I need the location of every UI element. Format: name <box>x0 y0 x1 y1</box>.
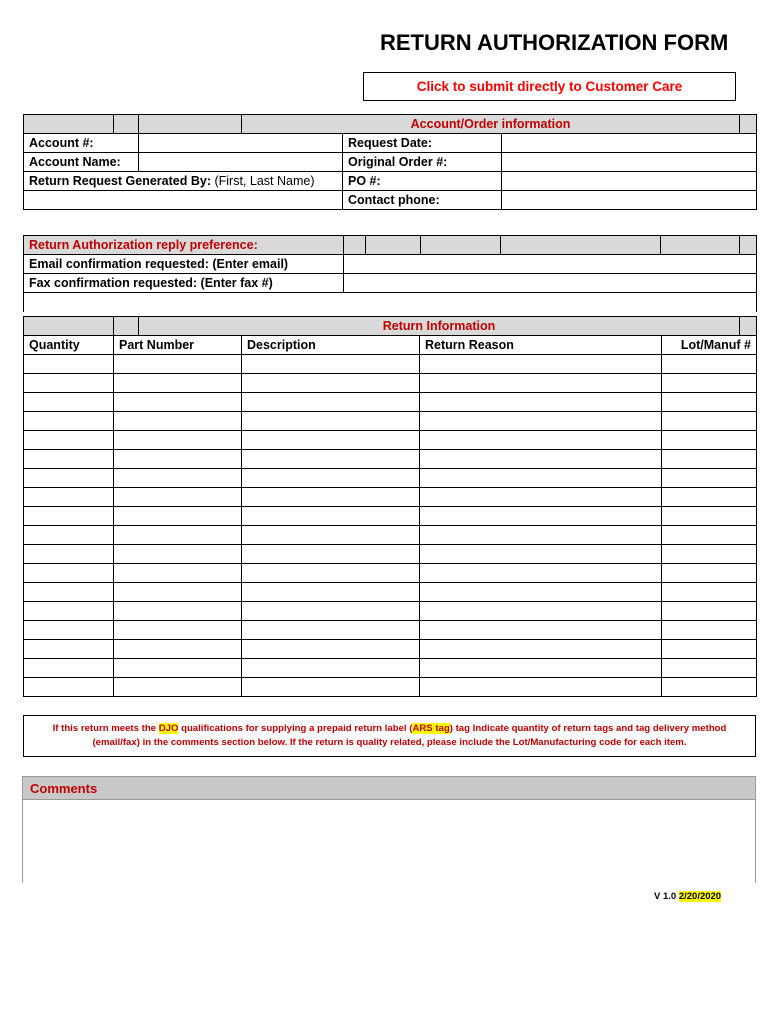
notice-line-1 <box>24 722 755 736</box>
return-item-row <box>24 507 757 526</box>
quantity-cell[interactable] <box>24 564 114 583</box>
description-cell[interactable] <box>242 374 420 393</box>
account-order-table <box>23 114 757 210</box>
comments-box <box>22 776 756 883</box>
description-cell[interactable] <box>242 450 420 469</box>
column-header-description: Description <box>242 336 420 355</box>
lot-manuf-cell[interactable] <box>662 564 757 583</box>
return-reason-cell[interactable] <box>420 602 662 621</box>
lot-manuf-cell[interactable] <box>662 583 757 602</box>
return-item-row <box>24 374 757 393</box>
lot-manuf-cell[interactable] <box>662 678 757 697</box>
return-reason-cell[interactable] <box>420 678 662 697</box>
request-date-label: Request Date: <box>343 134 502 153</box>
fax-confirmation-field[interactable] <box>344 274 757 293</box>
ars-tag-notice <box>23 715 756 757</box>
part-number-cell[interactable] <box>114 659 242 678</box>
lot-manuf-cell[interactable] <box>662 507 757 526</box>
return-reason-cell[interactable] <box>420 564 662 583</box>
part-number-cell[interactable] <box>114 450 242 469</box>
lot-manuf-cell[interactable] <box>662 659 757 678</box>
lot-manuf-cell[interactable] <box>662 374 757 393</box>
ars-tag-highlight: ARS tag <box>412 723 450 734</box>
po-label: PO #: <box>343 172 502 191</box>
return-item-row <box>24 412 757 431</box>
notice-text-2: qualifications for supplying a prepaid return label ( <box>178 723 413 734</box>
part-number-cell[interactable] <box>114 412 242 431</box>
description-cell[interactable] <box>242 488 420 507</box>
quantity-cell[interactable] <box>24 450 114 469</box>
description-cell[interactable] <box>242 393 420 412</box>
return-reason-cell[interactable] <box>420 545 662 564</box>
return-reason-cell[interactable] <box>420 659 662 678</box>
lot-manuf-cell[interactable] <box>662 450 757 469</box>
return-reason-cell[interactable] <box>420 507 662 526</box>
return-reason-cell[interactable] <box>420 374 662 393</box>
lot-manuf-cell[interactable] <box>662 393 757 412</box>
return-item-row <box>24 678 757 697</box>
account-row-3 <box>24 172 757 191</box>
quantity-cell[interactable] <box>24 393 114 412</box>
return-section-title: Return Information <box>139 317 740 336</box>
part-number-cell[interactable] <box>114 355 242 374</box>
return-reason-cell[interactable] <box>420 621 662 640</box>
djo-highlight: DJO <box>158 723 179 734</box>
description-cell[interactable] <box>242 564 420 583</box>
return-item-row <box>24 659 757 678</box>
lot-manuf-cell[interactable] <box>662 526 757 545</box>
description-cell[interactable] <box>242 545 420 564</box>
comments-header: Comments <box>23 777 755 800</box>
part-number-cell[interactable] <box>114 393 242 412</box>
part-number-cell[interactable] <box>114 431 242 450</box>
account-number-field[interactable] <box>139 134 343 153</box>
quantity-cell[interactable] <box>24 583 114 602</box>
return-reason-cell[interactable] <box>420 355 662 374</box>
return-item-row <box>24 640 757 659</box>
generated-by-label: Return Request Generated By: <box>29 174 211 188</box>
return-item-row <box>24 602 757 621</box>
account-row-2 <box>24 153 757 172</box>
contact-phone-label: Contact phone: <box>343 191 502 210</box>
reply-section-header <box>24 236 757 255</box>
description-cell[interactable] <box>242 469 420 488</box>
return-section-header <box>24 317 757 336</box>
return-reason-cell[interactable] <box>420 526 662 545</box>
generated-by-cell <box>24 172 343 191</box>
quantity-cell[interactable] <box>24 507 114 526</box>
original-order-field[interactable] <box>502 153 757 172</box>
account-number-label: Account #: <box>24 134 139 153</box>
version-label <box>654 891 721 902</box>
column-header-part-number: Part Number <box>114 336 242 355</box>
email-row <box>24 255 757 274</box>
notice-line-2: (email/fax) in the comments section below. If the return is quality related, please include the Lot/Manufacturing code for each item. <box>92 737 687 748</box>
part-number-cell[interactable] <box>114 583 242 602</box>
quantity-cell[interactable] <box>24 355 114 374</box>
quantity-cell[interactable] <box>24 640 114 659</box>
quantity-cell[interactable] <box>24 659 114 678</box>
description-cell[interactable] <box>242 526 420 545</box>
description-cell[interactable] <box>242 640 420 659</box>
account-row-1 <box>24 134 757 153</box>
quantity-cell[interactable] <box>24 431 114 450</box>
part-number-cell[interactable] <box>114 602 242 621</box>
lot-manuf-cell[interactable] <box>662 469 757 488</box>
po-field[interactable] <box>502 172 757 191</box>
submit-to-customer-care-button[interactable]: Click to submit directly to Customer Care <box>363 72 736 101</box>
part-number-cell[interactable] <box>114 621 242 640</box>
part-number-cell[interactable] <box>114 678 242 697</box>
return-item-row <box>24 583 757 602</box>
return-information-table <box>23 316 757 697</box>
description-cell[interactable] <box>242 659 420 678</box>
return-item-row <box>24 355 757 374</box>
account-row-4 <box>24 191 757 210</box>
original-order-label: Original Order #: <box>343 153 502 172</box>
quantity-cell[interactable] <box>24 526 114 545</box>
account-section-header <box>24 115 757 134</box>
part-number-cell[interactable] <box>114 564 242 583</box>
part-number-cell[interactable] <box>114 374 242 393</box>
lot-manuf-cell[interactable] <box>662 412 757 431</box>
description-cell[interactable] <box>242 412 420 431</box>
return-item-row <box>24 450 757 469</box>
quantity-cell[interactable] <box>24 374 114 393</box>
description-cell[interactable] <box>242 583 420 602</box>
description-cell[interactable] <box>242 678 420 697</box>
quantity-cell[interactable] <box>24 488 114 507</box>
version-number: V 1.0 <box>654 891 679 902</box>
lot-manuf-cell[interactable] <box>662 545 757 564</box>
quantity-cell[interactable] <box>24 602 114 621</box>
notice-text-1: If this return meets the <box>52 723 159 734</box>
form-title: RETURN AUTHORIZATION FORM <box>380 30 729 55</box>
notice-text-3: ) tag Indicate quantity of return tags and tag delivery method <box>449 723 727 734</box>
email-confirmation-label: Email confirmation requested: (Enter email) <box>24 255 344 274</box>
account-section-title: Account/Order information <box>242 115 740 134</box>
quantity-cell[interactable] <box>24 469 114 488</box>
lot-manuf-cell[interactable] <box>662 488 757 507</box>
contact-phone-field[interactable] <box>502 191 757 210</box>
return-reason-cell[interactable] <box>420 412 662 431</box>
description-cell[interactable] <box>242 431 420 450</box>
quantity-cell[interactable] <box>24 412 114 431</box>
return-column-headers <box>24 336 757 355</box>
return-reason-cell[interactable] <box>420 393 662 412</box>
column-header-quantity: Quantity <box>24 336 114 355</box>
part-number-cell[interactable] <box>114 507 242 526</box>
return-reason-cell[interactable] <box>420 640 662 659</box>
reply-spacer-row <box>24 293 757 312</box>
return-reason-cell[interactable] <box>420 450 662 469</box>
version-date: 2/20/2020 <box>678 891 722 902</box>
lot-manuf-cell[interactable] <box>662 602 757 621</box>
part-number-cell[interactable] <box>114 640 242 659</box>
quantity-cell[interactable] <box>24 545 114 564</box>
fax-confirmation-label: Fax confirmation requested: (Enter fax #) <box>24 274 344 293</box>
return-reason-cell[interactable] <box>420 488 662 507</box>
quantity-cell[interactable] <box>24 621 114 640</box>
lot-manuf-cell[interactable] <box>662 640 757 659</box>
return-reason-cell[interactable] <box>420 469 662 488</box>
request-date-field[interactable] <box>502 134 757 153</box>
return-item-row <box>24 393 757 412</box>
comments-input[interactable] <box>23 800 755 884</box>
account-name-label: Account Name: <box>24 153 139 172</box>
email-confirmation-field[interactable] <box>344 255 757 274</box>
return-reason-cell[interactable] <box>420 431 662 450</box>
generated-by-hint: (First, Last Name) <box>214 174 315 188</box>
description-cell[interactable] <box>242 507 420 526</box>
description-cell[interactable] <box>242 355 420 374</box>
return-item-row <box>24 488 757 507</box>
reply-section-title: Return Authorization reply preference: <box>24 236 344 255</box>
lot-manuf-cell[interactable] <box>662 355 757 374</box>
column-header-lot-manuf: Lot/Manuf # <box>662 336 757 355</box>
reply-preference-table <box>23 235 757 312</box>
return-item-row <box>24 469 757 488</box>
column-header-return-reason: Return Reason <box>420 336 662 355</box>
return-reason-cell[interactable] <box>420 583 662 602</box>
part-number-cell[interactable] <box>114 526 242 545</box>
part-number-cell[interactable] <box>114 469 242 488</box>
part-number-cell[interactable] <box>114 545 242 564</box>
return-item-row <box>24 545 757 564</box>
quantity-cell[interactable] <box>24 678 114 697</box>
account-name-field[interactable] <box>139 153 343 172</box>
fax-row <box>24 274 757 293</box>
description-cell[interactable] <box>242 602 420 621</box>
part-number-cell[interactable] <box>114 488 242 507</box>
description-cell[interactable] <box>242 621 420 640</box>
lot-manuf-cell[interactable] <box>662 431 757 450</box>
generated-by-field[interactable] <box>24 191 343 210</box>
return-item-row <box>24 564 757 583</box>
return-item-row <box>24 621 757 640</box>
return-item-row <box>24 431 757 450</box>
return-item-row <box>24 526 757 545</box>
lot-manuf-cell[interactable] <box>662 621 757 640</box>
